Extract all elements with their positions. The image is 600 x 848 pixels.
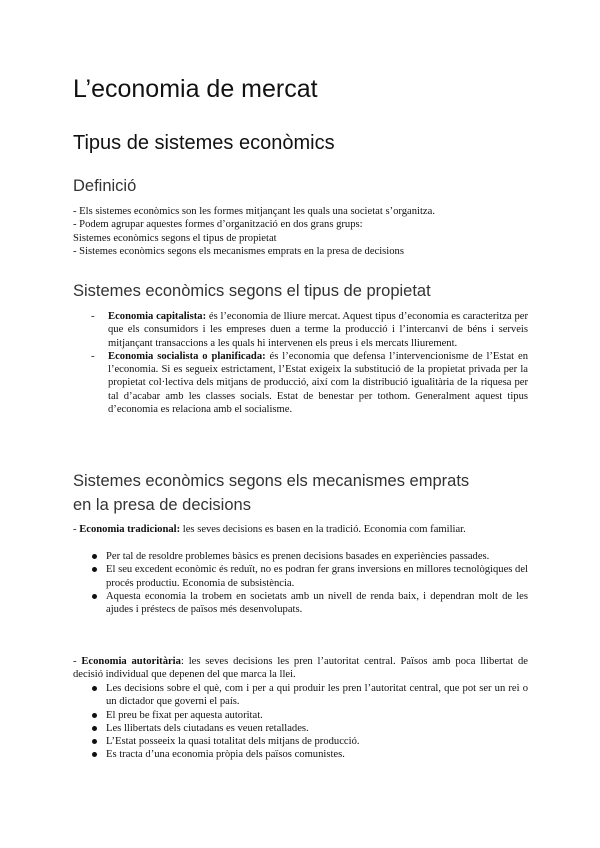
bullet-icon <box>92 567 97 572</box>
property-list <box>91 310 528 416</box>
term-capitalist: Economia capitalista: <box>108 311 207 322</box>
term-traditional: Economia tradicional: <box>79 524 181 535</box>
traditional-bullets <box>91 550 528 616</box>
list-item <box>91 350 528 416</box>
list-item <box>91 310 528 350</box>
dash-prefix: - <box>73 524 80 535</box>
bullet-icon <box>92 594 97 599</box>
bullet-text: Per tal de resoldre problemes bàsics es prenen decisions basades en experiències passades. <box>106 551 490 562</box>
definition-line: - Podem agrupar aquestes formes d’organització en dos grans grups: <box>73 219 363 231</box>
list-marker: - <box>91 311 95 322</box>
bullet-icon <box>92 713 97 718</box>
bullet-text: Es tracta d’una economia pròpia dels països comunistes. <box>106 749 345 761</box>
definition-heading: Definició <box>73 177 137 195</box>
list-item <box>91 735 528 748</box>
term-socialist: Economia socialista o planificada: <box>108 350 266 362</box>
page-title: L’economia de mercat <box>73 75 318 103</box>
bullet-icon <box>92 739 97 744</box>
decisions-heading-line2: en la presa de decisions <box>73 496 251 514</box>
list-item <box>91 563 528 590</box>
bullet-text: Les llibertats dels ciutadans es veuen retallades. <box>106 722 309 734</box>
definition-line: - Sistemes econòmics segons els mecanismes emprats en la presa de decisions <box>73 245 404 257</box>
list-item <box>91 590 528 617</box>
traditional-paragraph <box>73 523 528 536</box>
list-item <box>91 709 528 722</box>
term-authoritarian: Economia autoritària <box>81 656 181 667</box>
list-marker: - <box>91 350 95 362</box>
authoritarian-paragraph <box>73 655 528 682</box>
list-item <box>91 682 528 709</box>
bullet-text: L’Estat posseeix la quasi totalitat dels mitjans de producció. <box>106 736 360 748</box>
item-text: és l’economia que defensa l’intervencionisme de l’Estat en l’economia. Si es segueix estrictament, l’Estat exigeix la substitució de la propietat privada per la propietat col·lectiva dels mitjans de producció, així com la distribució igualitària de la riquesa per tal d’acabar amb les classes socials. Estat de benestar per tothom. Generalment aquest tipus d’economia es relaciona amb el socialisme. <box>108 350 528 416</box>
bullet-text: El preu be fixat per aquesta autoritat. <box>106 709 263 721</box>
section-title: Tipus de sistemes econòmics <box>73 132 335 154</box>
list-item <box>91 550 528 563</box>
bullet-icon <box>92 554 97 559</box>
bullet-text: Les decisions sobre el què, com i per a qui produir les pren l’autoritat central, que pot ser un rei o un dictador que governi el país. <box>106 683 528 708</box>
dash-prefix: - <box>73 656 82 667</box>
definition-block <box>73 205 528 258</box>
definition-line: Sistemes econòmics segons el tipus de propietat <box>73 232 277 244</box>
property-heading: Sistemes econòmics segons el tipus de propietat <box>73 282 431 300</box>
paragraph-text: les seves decisions es basen en la tradició. Economia com familiar. <box>180 524 466 535</box>
bullet-icon <box>92 686 97 691</box>
decisions-heading-line1: Sistemes econòmics segons els mecanismes emprats <box>73 472 470 490</box>
authoritarian-bullets <box>91 682 528 762</box>
list-item <box>91 722 528 735</box>
bullet-text: Aquesta economia la trobem en societats amb un nivell de renda baix, i dependran molt de les ajudes i préstecs de països més desenvolupats. <box>106 590 528 616</box>
bullet-text: El seu excedent econòmic és reduït, no es podran fer grans inversions en millores tecnològiques del procés productiu. Economia de subsistència. <box>106 564 528 589</box>
item-text: és l’economia de lliure mercat. Aquest tipus d’economia es caracteritza per que els consumidors i les empreses duen a terme la producció i l’intercanvi de béns i serveis mitjançant transaccions a les quals hi intervenen els preus i els mercats lliurement. <box>108 311 528 349</box>
list-item <box>91 748 528 761</box>
bullet-icon <box>92 726 97 731</box>
bullet-icon <box>92 752 97 757</box>
paragraph-text: : les seves decisions les pren l’autoritat central. Països amb poca llibertat de decisió individual que depenen del que marca la llei. <box>73 656 528 681</box>
definition-line: - Els sistemes econòmics son les formes mitjançant les quals una societat s’organitza. <box>73 206 435 217</box>
